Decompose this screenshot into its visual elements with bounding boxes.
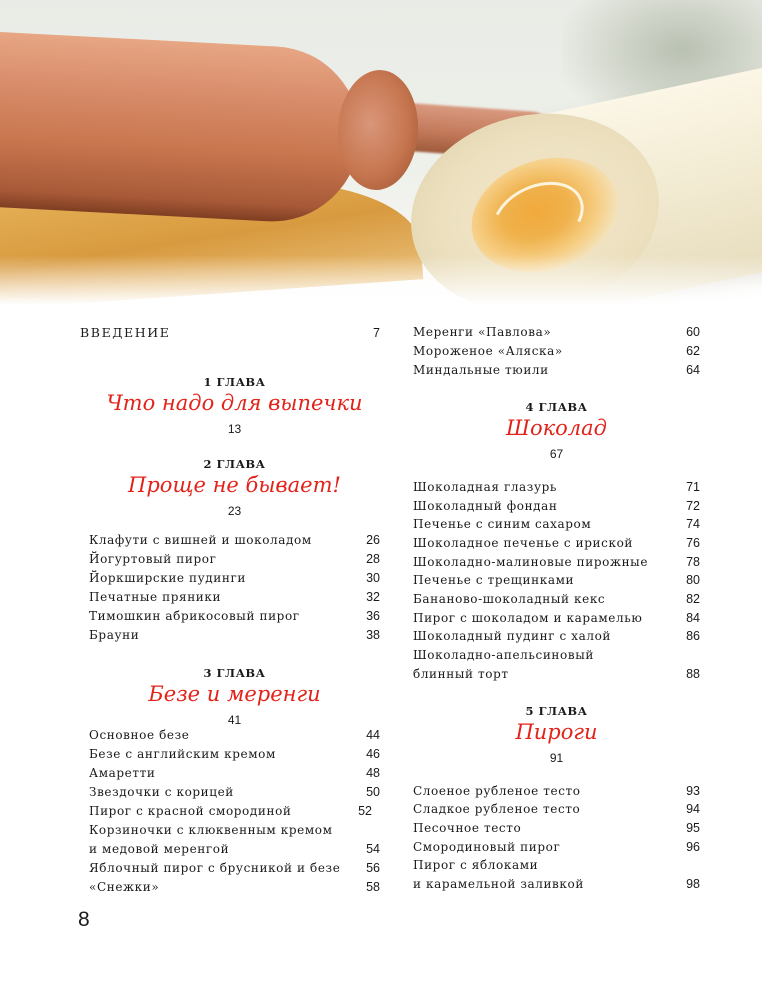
toc-entry-label: Шоколадная глазурь bbox=[413, 480, 558, 494]
toc-entry[interactable] bbox=[413, 838, 700, 857]
toc-entry-page: 64 bbox=[686, 363, 700, 377]
toc-entry-label: Бананово-шоколадный кекс bbox=[413, 592, 606, 606]
toc-entry-label: Пирог с шоколадом и карамелью bbox=[413, 611, 643, 625]
toc-entry-page: 36 bbox=[366, 609, 380, 623]
toc-entry-label: Йогуртовый пирог bbox=[89, 552, 217, 566]
toc-entry[interactable] bbox=[413, 627, 700, 646]
toc-entry-page: 84 bbox=[686, 611, 700, 625]
chapter-number: 3 ГЛАВА bbox=[203, 666, 266, 680]
toc-entry-page: 98 bbox=[686, 877, 700, 891]
toc-entry-label: Сладкое рубленое тесто bbox=[413, 802, 581, 816]
toc-entry-label: Брауни bbox=[89, 628, 140, 642]
toc-entry-page: 86 bbox=[686, 629, 700, 643]
toc-entry-page: 56 bbox=[366, 861, 380, 875]
toc-entry-label: Основное безе bbox=[89, 728, 190, 742]
toc-entry-label: Звездочки с корицей bbox=[89, 785, 234, 799]
toc-entry-label: Клафути с вишней и шоколадом bbox=[89, 533, 312, 547]
toc-entry-page: 48 bbox=[366, 766, 380, 780]
toc-entry[interactable] bbox=[413, 478, 700, 497]
chapter-page: 67 bbox=[549, 447, 564, 461]
toc-entry-label: и карамельной заливкой bbox=[413, 877, 584, 891]
toc-entry-label: Амаретти bbox=[89, 766, 156, 780]
chapter-3-heading[interactable] bbox=[89, 666, 380, 728]
toc-entry[interactable] bbox=[413, 665, 700, 684]
toc-entry[interactable] bbox=[89, 821, 380, 840]
toc-entry-label: Мороженое «Аляска» bbox=[413, 344, 563, 358]
toc-entry[interactable] bbox=[89, 764, 380, 783]
toc-entry-label: Шоколадный пудинг с халой bbox=[413, 629, 612, 643]
toc-entry-label: Яблочный пирог с брусникой и безе bbox=[89, 861, 341, 875]
toc-entry-label: Йоркширские пудинги bbox=[89, 571, 246, 585]
chapter-title: Безе и меренги bbox=[148, 682, 321, 706]
toc-entry[interactable] bbox=[89, 726, 380, 745]
toc-entry[interactable] bbox=[89, 878, 380, 897]
toc-entry-page: 74 bbox=[686, 517, 700, 531]
chapter-4-heading[interactable] bbox=[413, 400, 700, 462]
toc-entry-label: Пирог с яблоками bbox=[413, 858, 539, 872]
toc-entry-label: Печенье с трещинками bbox=[413, 573, 575, 587]
toc-entry-page: 46 bbox=[366, 747, 380, 761]
toc-entry-label: Меренги «Павлова» bbox=[413, 325, 552, 339]
toc-intro[interactable] bbox=[80, 325, 380, 345]
toc-entry[interactable] bbox=[413, 361, 700, 380]
toc-entry-page: 72 bbox=[686, 499, 700, 513]
toc-intro-label: ВВЕДЕНИЕ bbox=[80, 325, 171, 340]
toc-entry-label: Смородиновый пирог bbox=[413, 840, 561, 854]
chapter-page: 13 bbox=[227, 422, 242, 436]
toc-intro-page: 7 bbox=[373, 326, 380, 340]
toc-entry[interactable] bbox=[413, 646, 700, 665]
toc-entry[interactable] bbox=[413, 875, 700, 894]
toc-entry-label: Печенье с синим сахаром bbox=[413, 517, 592, 531]
toc-entry-page: 50 bbox=[366, 785, 380, 799]
toc-entry[interactable] bbox=[413, 571, 700, 590]
toc-entry-label: Шоколадное печенье с ириской bbox=[413, 536, 633, 550]
toc-entry-page: 94 bbox=[686, 802, 700, 816]
toc-entry-page: 60 bbox=[686, 325, 700, 339]
rolling-pin bbox=[0, 29, 364, 226]
toc-entry-page: 78 bbox=[686, 555, 700, 569]
toc-entry[interactable] bbox=[413, 856, 700, 875]
toc-entry-page: 26 bbox=[366, 533, 380, 547]
toc-entry[interactable] bbox=[89, 607, 380, 626]
toc-entry-page: 38 bbox=[366, 628, 380, 642]
toc-entry-page: 93 bbox=[686, 784, 700, 798]
toc-entry-page: 82 bbox=[686, 592, 700, 606]
toc-entry-label: Корзиночки с клюквенным кремом bbox=[89, 823, 333, 837]
toc-entry[interactable] bbox=[89, 550, 380, 569]
toc-entry[interactable] bbox=[89, 531, 380, 550]
toc-entry[interactable] bbox=[413, 590, 700, 609]
toc-entry[interactable] bbox=[89, 588, 380, 607]
chapter-page: 23 bbox=[227, 504, 242, 518]
toc-entry-label: Печатные пряники bbox=[89, 590, 222, 604]
page-number: 8 bbox=[78, 908, 90, 931]
chapter-number: 2 ГЛАВА bbox=[203, 457, 266, 471]
toc-entry[interactable] bbox=[413, 819, 700, 838]
toc-entry-label: Шоколадно-апельсиновый bbox=[413, 648, 594, 662]
toc-entry-page: 44 bbox=[366, 728, 380, 742]
toc-entry[interactable] bbox=[413, 323, 700, 342]
chapter-1-heading[interactable] bbox=[89, 375, 380, 437]
toc-entry[interactable] bbox=[89, 745, 380, 764]
toc-entry[interactable] bbox=[89, 569, 380, 588]
chapter-title: Что надо для выпечки bbox=[106, 391, 363, 415]
toc-entry[interactable] bbox=[413, 553, 700, 572]
toc-entry[interactable] bbox=[413, 609, 700, 628]
chapter-page: 41 bbox=[227, 713, 242, 727]
toc-entry-page: 88 bbox=[686, 667, 700, 681]
toc-entry-label: и медовой меренгой bbox=[89, 842, 230, 856]
toc-entry-page: 28 bbox=[366, 552, 380, 566]
chapter-page: 91 bbox=[549, 751, 564, 765]
toc-entry[interactable] bbox=[413, 782, 700, 801]
toc-entry-page: 96 bbox=[686, 840, 700, 854]
photo-fade bbox=[0, 255, 762, 305]
chapter-5-heading[interactable] bbox=[413, 704, 700, 766]
chapter-title: Проще не бывает! bbox=[128, 473, 341, 497]
chapter-2-heading[interactable] bbox=[89, 457, 380, 519]
toc-entry[interactable] bbox=[89, 783, 380, 802]
toc-entry-page: 32 bbox=[366, 590, 380, 604]
toc-entry[interactable] bbox=[89, 840, 380, 859]
toc-entry-label: блинный торт bbox=[413, 667, 509, 681]
toc-entry-label: Безе с английским кремом bbox=[89, 747, 276, 761]
toc-entry-label: Пирог с красной смородиной bbox=[89, 804, 292, 818]
toc-entry-label: Тимошкин абрикосовый пирог bbox=[89, 609, 300, 623]
toc-entry-page: 52 bbox=[358, 804, 372, 818]
toc-entry-page: 58 bbox=[366, 880, 380, 894]
chapter-number: 4 ГЛАВА bbox=[525, 400, 588, 414]
toc-entry-label: Слоеное рубленое тесто bbox=[413, 784, 581, 798]
toc-entry[interactable] bbox=[413, 800, 700, 819]
toc-entry[interactable] bbox=[413, 497, 700, 516]
chapter-number: 5 ГЛАВА bbox=[525, 704, 588, 718]
toc-entry[interactable] bbox=[89, 802, 372, 821]
toc-entry[interactable] bbox=[413, 342, 700, 361]
toc-entry-page: 54 bbox=[366, 842, 380, 856]
toc-entry-page: 80 bbox=[686, 573, 700, 587]
toc-entry-page: 62 bbox=[686, 344, 700, 358]
chapter-number: 1 ГЛАВА bbox=[203, 375, 266, 389]
toc-entry[interactable] bbox=[89, 859, 380, 878]
toc-entry-label: «Снежки» bbox=[89, 880, 160, 894]
toc-entry[interactable] bbox=[413, 534, 700, 553]
toc-entry-label: Песочное тесто bbox=[413, 821, 522, 835]
toc-entry-label: Шоколадный фондан bbox=[413, 499, 558, 513]
toc-entry-page: 71 bbox=[686, 480, 700, 494]
chapter-title: Пироги bbox=[515, 720, 598, 744]
toc-entry-label: Миндальные тюили bbox=[413, 363, 549, 377]
header-photo bbox=[0, 0, 762, 305]
toc-entry-label: Шоколадно-малиновые пирожные bbox=[413, 555, 649, 569]
toc-entry-page: 95 bbox=[686, 821, 700, 835]
toc-entry-page: 76 bbox=[686, 536, 700, 550]
toc-entry[interactable] bbox=[413, 515, 700, 534]
toc-entry-page: 30 bbox=[366, 571, 380, 585]
toc-entry[interactable] bbox=[89, 626, 380, 645]
chapter-title: Шоколад bbox=[506, 416, 607, 440]
